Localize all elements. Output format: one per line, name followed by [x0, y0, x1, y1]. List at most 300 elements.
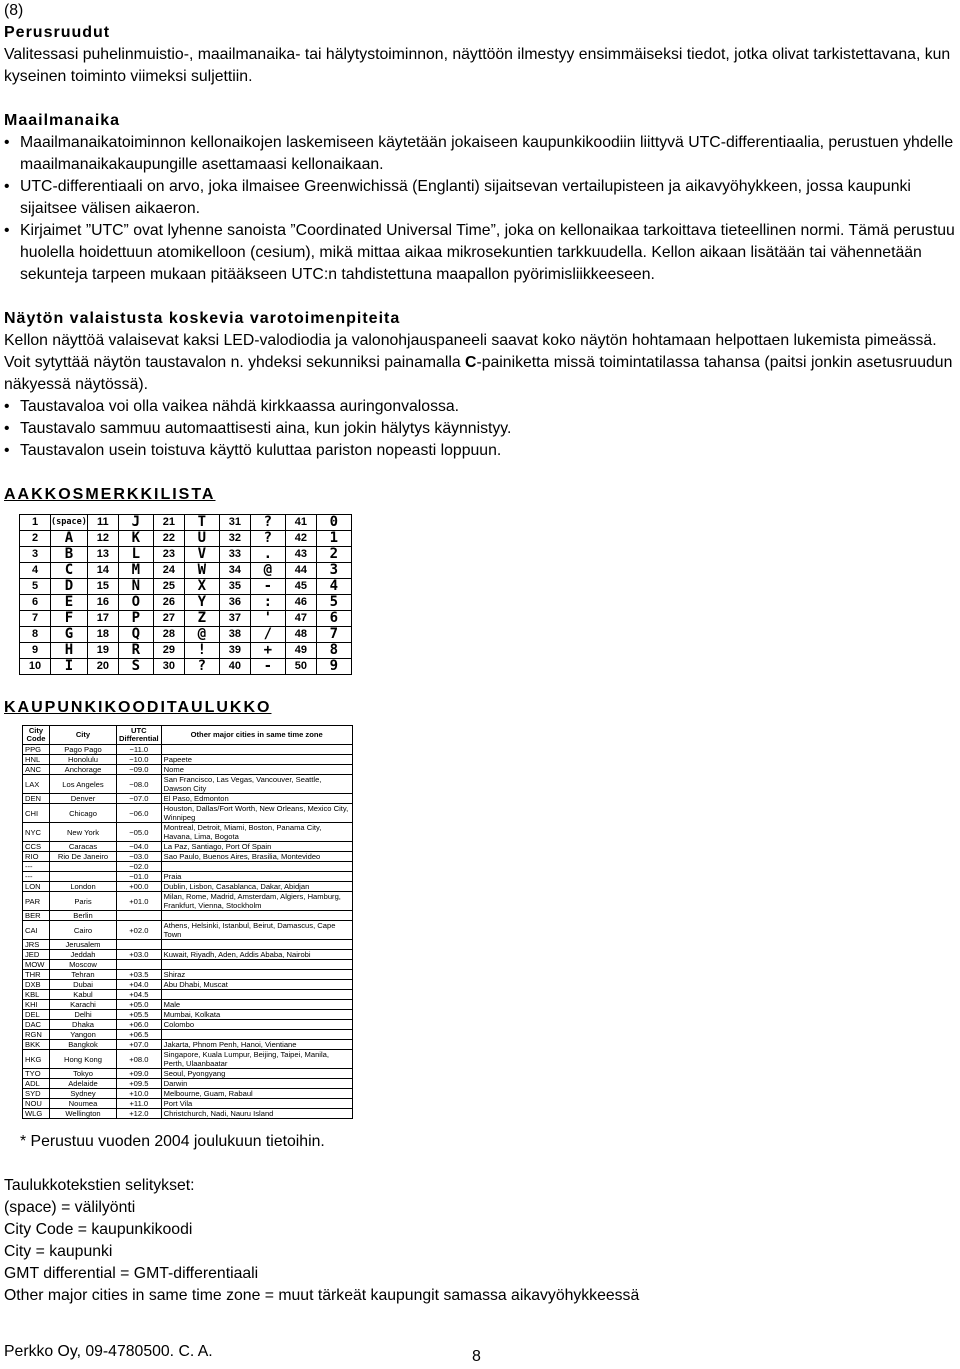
- utc-diff-cell: +09.5: [117, 1079, 162, 1089]
- char-number: 24: [153, 563, 184, 579]
- city-name-cell: Kabul: [50, 990, 117, 1000]
- utc-diff-cell: +00.0: [117, 882, 162, 892]
- table-row: [23, 1079, 353, 1089]
- other-cities-cell: La Paz, Santiago, Port Of Spain: [161, 842, 352, 852]
- char-number: 8: [20, 627, 51, 643]
- col-city-code: City Code: [23, 726, 50, 745]
- city-code-cell: MOW: [23, 960, 50, 970]
- backlight-heading: Näytön valaistusta koskevia varotoimenpiteita: [4, 310, 401, 327]
- city-code-table: [22, 725, 353, 1119]
- char-glyph: O: [118, 595, 153, 611]
- char-glyph: :: [250, 595, 285, 611]
- char-number: 33: [219, 547, 250, 563]
- char-glyph: C: [51, 563, 88, 579]
- city-name-cell: Dhaka: [50, 1020, 117, 1030]
- other-cities-cell: [161, 862, 352, 872]
- table-row: [23, 892, 353, 911]
- other-cities-cell: Houston, Dallas/Fort Worth, New Orleans, Mexico City, Winnipeg: [161, 804, 352, 823]
- city-name-cell: Jerusalem: [50, 940, 117, 950]
- other-cities-cell: Colombo: [161, 1020, 352, 1030]
- char-number: 30: [153, 659, 184, 675]
- char-glyph: A: [51, 531, 88, 547]
- utc-diff-cell: +04.5: [117, 990, 162, 1000]
- city-name-cell: Chicago: [50, 804, 117, 823]
- char-number: 43: [285, 547, 316, 563]
- other-cities-cell: Papeete: [161, 755, 352, 765]
- other-cities-cell: Port Vila: [161, 1099, 352, 1109]
- char-glyph: R: [118, 643, 153, 659]
- utc-diff-cell: +08.0: [117, 1050, 162, 1069]
- table-row: [23, 1069, 353, 1079]
- other-cities-cell: Praia: [161, 872, 352, 882]
- other-cities-cell: Abu Dhabi, Muscat: [161, 980, 352, 990]
- utc-diff-cell: +03.0: [117, 950, 162, 960]
- table-row: [23, 990, 353, 1000]
- world-time-list: [4, 132, 956, 286]
- city-name-cell: Dubai: [50, 980, 117, 990]
- city-code-cell: DAC: [23, 1020, 50, 1030]
- other-cities-cell: Melbourne, Guam, Rabaul: [161, 1089, 352, 1099]
- utc-diff-cell: +01.0: [117, 892, 162, 911]
- char-row: [20, 595, 352, 611]
- world-time-heading: Maailmanaika: [4, 112, 121, 129]
- char-number: 31: [219, 515, 250, 531]
- char-glyph: Y: [184, 595, 219, 611]
- utc-diff-cell: [117, 940, 162, 950]
- char-glyph: 3: [316, 563, 351, 579]
- other-cities-cell: [161, 940, 352, 950]
- table-row: [23, 1010, 353, 1020]
- char-glyph: 0: [316, 515, 351, 531]
- city-code-cell: DEL: [23, 1010, 50, 1020]
- char-glyph: U: [184, 531, 219, 547]
- char-glyph: 8: [316, 643, 351, 659]
- char-number: 35: [219, 579, 250, 595]
- other-cities-cell: Nome: [161, 765, 352, 775]
- char-glyph: -: [250, 579, 285, 595]
- city-code-cell: DXB: [23, 980, 50, 990]
- city-code-cell: ADL: [23, 1079, 50, 1089]
- col-other-cities: Other major cities in same time zone: [161, 726, 352, 745]
- char-glyph: -: [250, 659, 285, 675]
- col-utc-diff: UTC Differential: [117, 726, 162, 745]
- other-cities-cell: Mumbai, Kolkata: [161, 1010, 352, 1020]
- city-name-cell: Berlin: [50, 911, 117, 921]
- city-code-cell: CAI: [23, 921, 50, 940]
- utc-diff-cell: +04.0: [117, 980, 162, 990]
- char-glyph: ?: [184, 659, 219, 675]
- char-glyph: H: [51, 643, 88, 659]
- char-row: [20, 659, 352, 675]
- char-glyph: 1: [316, 531, 351, 547]
- city-name-cell: Tehran: [50, 970, 117, 980]
- city-name-cell: Wellington: [50, 1109, 117, 1119]
- char-glyph: F: [51, 611, 88, 627]
- city-code-cell: BER: [23, 911, 50, 921]
- page-label: (8): [4, 2, 24, 19]
- city-name-cell: Yangon: [50, 1030, 117, 1040]
- utc-diff-cell: +12.0: [117, 1109, 162, 1119]
- other-cities-cell: Male: [161, 1000, 352, 1010]
- char-number: 15: [87, 579, 118, 595]
- table-row: [23, 794, 353, 804]
- backlight-body: [4, 330, 956, 396]
- char-number: 34: [219, 563, 250, 579]
- utc-diff-cell: −05.0: [117, 823, 162, 842]
- char-glyph: J: [118, 515, 153, 531]
- company-footer: Perkko Oy, 09-4780500. C. A.: [4, 1343, 213, 1360]
- other-cities-cell: Athens, Helsinki, Istanbul, Beirut, Damascus, Cape Town: [161, 921, 352, 940]
- col-city: City: [50, 726, 117, 745]
- page-number: 8: [472, 1348, 481, 1365]
- city-name-cell: Adelaide: [50, 1079, 117, 1089]
- city-name-cell: Delhi: [50, 1010, 117, 1020]
- table-row: [23, 970, 353, 980]
- char-glyph: S: [118, 659, 153, 675]
- city-code-cell: ---: [23, 872, 50, 882]
- city-code-cell: CCS: [23, 842, 50, 852]
- city-name-cell: Honolulu: [50, 755, 117, 765]
- char-number: 27: [153, 611, 184, 627]
- char-row: [20, 563, 352, 579]
- table-row: [23, 940, 353, 950]
- table-row: [23, 765, 353, 775]
- utc-diff-cell: −03.0: [117, 852, 162, 862]
- settings-body: Valitessasi puhelinmuistio-, maailmanaika- tai hälytystoiminnon, näyttöön ilmestyy ensimmäiseksi tiedot, jotka olivat tarkistettavana, kun kyseinen toiminto viimeksi suljettiin.: [4, 46, 951, 85]
- char-number: 20: [87, 659, 118, 675]
- table-row: [23, 950, 353, 960]
- city-name-cell: Paris: [50, 892, 117, 911]
- char-number: 42: [285, 531, 316, 547]
- city-code-cell: BKK: [23, 1040, 50, 1050]
- legend-line: City Code = kaupunkikoodi: [4, 1221, 193, 1238]
- city-code-cell: RGN: [23, 1030, 50, 1040]
- table-row: [23, 1109, 353, 1119]
- backlight-body-part1: Kellon näyttöä valaisevat kaksi LED-valodiodia ja valonohjauspaneeli saavat koko näytön hohtamaan helpottaen lukemista pimeässä. Voit sytyttää näytön taustavalon n. yhdeksi sekunniksi painamalla: [4, 332, 937, 371]
- city-table-heading: KAUPUNKIKOODITAULUKKO: [4, 699, 272, 716]
- table-row: [23, 980, 353, 990]
- other-cities-cell: Sao Paulo, Buenos Aires, Brasilia, Montevideo: [161, 852, 352, 862]
- city-name-cell: [50, 862, 117, 872]
- other-cities-cell: Dublin, Lisbon, Casablanca, Dakar, Abidjan: [161, 882, 352, 892]
- char-number: 3: [20, 547, 51, 563]
- char-number: 13: [87, 547, 118, 563]
- city-code-cell: HKG: [23, 1050, 50, 1069]
- other-cities-cell: Christchurch, Nadi, Nauru Island: [161, 1109, 352, 1119]
- char-list-table: [19, 514, 352, 675]
- legend-line: (space) = välilyönti: [4, 1199, 136, 1216]
- char-number: 32: [219, 531, 250, 547]
- table-row: [23, 862, 353, 872]
- char-glyph: N: [118, 579, 153, 595]
- char-glyph: X: [184, 579, 219, 595]
- char-glyph: L: [118, 547, 153, 563]
- char-glyph: T: [184, 515, 219, 531]
- char-number: 6: [20, 595, 51, 611]
- char-list-heading: AAKKOSMERKKILISTA: [4, 486, 216, 503]
- table-row: [23, 882, 353, 892]
- char-glyph: ?: [250, 531, 285, 547]
- backlight-list: [4, 396, 956, 462]
- other-cities-cell: El Paso, Edmonton: [161, 794, 352, 804]
- city-name-cell: Caracas: [50, 842, 117, 852]
- world-time-bullet: • UTC-differentiaali on arvo, joka ilmaisee Greenwichissä (Englanti) sijaitsevan vertailupisteen ja aikavyöhykkeen, jossa kaupunki sijaitsee välisen aikaeron.: [4, 176, 956, 220]
- char-glyph: D: [51, 579, 88, 595]
- table-row: [23, 852, 353, 862]
- char-glyph: I: [51, 659, 88, 675]
- char-glyph: K: [118, 531, 153, 547]
- city-code-cell: THR: [23, 970, 50, 980]
- char-glyph: @: [184, 627, 219, 643]
- city-name-cell: Sydney: [50, 1089, 117, 1099]
- other-cities-cell: Jakarta, Phnom Penh, Hanoi, Vientiane: [161, 1040, 352, 1050]
- char-glyph: W: [184, 563, 219, 579]
- char-number: 11: [87, 515, 118, 531]
- utc-diff-cell: +06.5: [117, 1030, 162, 1040]
- city-code-cell: TYO: [23, 1069, 50, 1079]
- char-glyph: M: [118, 563, 153, 579]
- settings-heading: Perusruudut: [4, 24, 111, 41]
- city-code-cell: CHI: [23, 804, 50, 823]
- utc-diff-cell: −06.0: [117, 804, 162, 823]
- table-row: [23, 755, 353, 765]
- city-name-cell: Tokyo: [50, 1069, 117, 1079]
- char-glyph: Z: [184, 611, 219, 627]
- char-glyph: 4: [316, 579, 351, 595]
- utc-diff-cell: [117, 960, 162, 970]
- other-cities-cell: [161, 1030, 352, 1040]
- backlight-bullet: • Taustavalon usein toistuva käyttö kuluttaa pariston nopeasti loppuun.: [4, 440, 956, 462]
- city-name-cell: Noumea: [50, 1099, 117, 1109]
- legend-title: Taulukkotekstien selitykset:: [4, 1177, 195, 1194]
- other-cities-cell: Darwin: [161, 1079, 352, 1089]
- other-cities-cell: Milan, Rome, Madrid, Amsterdam, Algiers, Hamburg, Frankfurt, Vienna, Stockholm: [161, 892, 352, 911]
- char-glyph: P: [118, 611, 153, 627]
- table-row: [23, 823, 353, 842]
- city-code-cell: KHI: [23, 1000, 50, 1010]
- char-glyph: (space): [51, 515, 88, 531]
- city-code-cell: DEN: [23, 794, 50, 804]
- city-code-cell: JED: [23, 950, 50, 960]
- utc-diff-cell: +10.0: [117, 1089, 162, 1099]
- utc-diff-cell: −07.0: [117, 794, 162, 804]
- city-name-cell: Moscow: [50, 960, 117, 970]
- utc-diff-cell: −02.0: [117, 862, 162, 872]
- char-row: [20, 531, 352, 547]
- char-number: 7: [20, 611, 51, 627]
- other-cities-cell: Singapore, Kuala Lumpur, Beijing, Taipei, Manila, Perth, Ulaanbaatar: [161, 1050, 352, 1069]
- utc-diff-cell: +09.0: [117, 1069, 162, 1079]
- world-time-bullet: • Kirjaimet ”UTC” ovat lyhenne sanoista ”Coordinated Universal Time”, joka on kellonaikaa tarkoittava tieteellinen normi. Tämä perustuu huolella hoidettuun atomikelloon (cesium), mikä mittaa aikaa mikrosekuntien tarkkuudella. Kellon aikaan lisätään tai vähennetään sekunteja tarpeen mukaan pitääkseen UTC:n tahdistettuna maapallon pyörimisliikkeeseen.: [4, 220, 956, 286]
- utc-diff-cell: +02.0: [117, 921, 162, 940]
- other-cities-cell: Seoul, Pyongyang: [161, 1069, 352, 1079]
- utc-diff-cell: +07.0: [117, 1040, 162, 1050]
- table-row: [23, 921, 353, 940]
- char-number: 37: [219, 611, 250, 627]
- city-code-cell: LON: [23, 882, 50, 892]
- char-number: 47: [285, 611, 316, 627]
- char-glyph: ': [250, 611, 285, 627]
- table-row: [23, 1089, 353, 1099]
- city-code-cell: ANC: [23, 765, 50, 775]
- char-glyph: ?: [250, 515, 285, 531]
- city-code-cell: LAX: [23, 775, 50, 794]
- utc-diff-cell: −01.0: [117, 872, 162, 882]
- table-row: [23, 804, 353, 823]
- char-number: 45: [285, 579, 316, 595]
- city-table-footnote: * Perustuu vuoden 2004 joulukuun tietoihin.: [20, 1133, 325, 1150]
- char-glyph: Q: [118, 627, 153, 643]
- table-row: [23, 775, 353, 794]
- document-page: [4, 0, 956, 1363]
- utc-diff-cell: −09.0: [117, 765, 162, 775]
- char-number: 50: [285, 659, 316, 675]
- table-row: [23, 911, 353, 921]
- other-cities-cell: Kuwait, Riyadh, Aden, Addis Ababa, Nairobi: [161, 950, 352, 960]
- char-row: [20, 547, 352, 563]
- city-code-cell: WLG: [23, 1109, 50, 1119]
- city-name-cell: Denver: [50, 794, 117, 804]
- backlight-bullet: • Taustavaloa voi olla vaikea nähdä kirkkaassa auringonvalossa.: [4, 396, 956, 418]
- city-name-cell: [50, 872, 117, 882]
- char-number: 14: [87, 563, 118, 579]
- other-cities-cell: [161, 911, 352, 921]
- char-glyph: V: [184, 547, 219, 563]
- utc-diff-cell: −04.0: [117, 842, 162, 852]
- char-glyph: E: [51, 595, 88, 611]
- char-number: 44: [285, 563, 316, 579]
- char-number: 39: [219, 643, 250, 659]
- city-name-cell: Rio De Janeiro: [50, 852, 117, 862]
- char-row: [20, 643, 352, 659]
- char-row: [20, 611, 352, 627]
- utc-diff-cell: −08.0: [117, 775, 162, 794]
- other-cities-cell: [161, 745, 352, 755]
- utc-diff-cell: +05.5: [117, 1010, 162, 1020]
- city-code-cell: PPG: [23, 745, 50, 755]
- char-glyph: G: [51, 627, 88, 643]
- city-code-cell: NOU: [23, 1099, 50, 1109]
- char-number: 22: [153, 531, 184, 547]
- char-number: 10: [20, 659, 51, 675]
- char-number: 19: [87, 643, 118, 659]
- city-code-cell: NYC: [23, 823, 50, 842]
- char-number: 4: [20, 563, 51, 579]
- legend-line: City = kaupunki: [4, 1243, 113, 1260]
- char-number: 5: [20, 579, 51, 595]
- table-row: [23, 1030, 353, 1040]
- city-name-cell: Pago Pago: [50, 745, 117, 755]
- utc-diff-cell: +06.0: [117, 1020, 162, 1030]
- utc-diff-cell: +03.5: [117, 970, 162, 980]
- city-name-cell: Jeddah: [50, 950, 117, 960]
- char-number: 12: [87, 531, 118, 547]
- char-number: 25: [153, 579, 184, 595]
- city-name-cell: Bangkok: [50, 1040, 117, 1050]
- char-number: 17: [87, 611, 118, 627]
- char-number: 40: [219, 659, 250, 675]
- c-button-key: C: [465, 354, 477, 371]
- char-glyph: 2: [316, 547, 351, 563]
- utc-diff-cell: −11.0: [117, 745, 162, 755]
- char-glyph: B: [51, 547, 88, 563]
- city-name-cell: Hong Kong: [50, 1050, 117, 1069]
- char-glyph: 6: [316, 611, 351, 627]
- char-row: [20, 515, 352, 531]
- table-row: [23, 1000, 353, 1010]
- char-number: 28: [153, 627, 184, 643]
- char-glyph: .: [250, 547, 285, 563]
- char-glyph: +: [250, 643, 285, 659]
- char-glyph: 7: [316, 627, 351, 643]
- char-number: 2: [20, 531, 51, 547]
- table-row: [23, 1020, 353, 1030]
- city-name-cell: Karachi: [50, 1000, 117, 1010]
- table-row: [23, 1099, 353, 1109]
- utc-diff-cell: [117, 911, 162, 921]
- table-row: [23, 842, 353, 852]
- city-name-cell: Los Angeles: [50, 775, 117, 794]
- char-glyph: 5: [316, 595, 351, 611]
- city-name-cell: New York: [50, 823, 117, 842]
- char-glyph: /: [250, 627, 285, 643]
- city-name-cell: London: [50, 882, 117, 892]
- other-cities-cell: [161, 990, 352, 1000]
- other-cities-cell: Shiraz: [161, 970, 352, 980]
- city-code-cell: KBL: [23, 990, 50, 1000]
- char-number: 21: [153, 515, 184, 531]
- char-number: 41: [285, 515, 316, 531]
- char-glyph: !: [184, 643, 219, 659]
- city-name-cell: Cairo: [50, 921, 117, 940]
- char-row: [20, 627, 352, 643]
- char-number: 26: [153, 595, 184, 611]
- char-number: 38: [219, 627, 250, 643]
- backlight-bullet: • Taustavalo sammuu automaattisesti aina, kun jokin hälytys käynnistyy.: [4, 418, 956, 440]
- utc-diff-cell: +05.0: [117, 1000, 162, 1010]
- table-row: [23, 1040, 353, 1050]
- city-code-cell: ---: [23, 862, 50, 872]
- city-name-cell: Anchorage: [50, 765, 117, 775]
- table-row: [23, 745, 353, 755]
- char-number: 48: [285, 627, 316, 643]
- city-code-cell: RIO: [23, 852, 50, 862]
- city-code-cell: HNL: [23, 755, 50, 765]
- utc-diff-cell: −10.0: [117, 755, 162, 765]
- city-code-cell: SYD: [23, 1089, 50, 1099]
- table-row: [23, 1050, 353, 1069]
- char-number: 49: [285, 643, 316, 659]
- backlight-body-part2: -painiketta missä toimintatilassa tahansa (paitsi jonkin asetusruudun näkyessä näytössä).: [4, 354, 953, 393]
- other-cities-cell: [161, 960, 352, 970]
- char-number: 46: [285, 595, 316, 611]
- city-code-cell: PAR: [23, 892, 50, 911]
- char-number: 18: [87, 627, 118, 643]
- legend-line: GMT differential = GMT-differentiaali: [4, 1265, 259, 1282]
- other-cities-cell: San Francisco, Las Vegas, Vancouver, Seattle, Dawson City: [161, 775, 352, 794]
- char-row: [20, 579, 352, 595]
- legend-line: Other major cities in same time zone = muut tärkeät kaupungit samassa aikavyöhykkeessä: [4, 1287, 640, 1304]
- char-number: 1: [20, 515, 51, 531]
- char-number: 9: [20, 643, 51, 659]
- table-row: [23, 872, 353, 882]
- city-code-cell: JRS: [23, 940, 50, 950]
- other-cities-cell: Montreal, Detroit, Miami, Boston, Panama City, Havana, Lima, Bogota: [161, 823, 352, 842]
- char-number: 29: [153, 643, 184, 659]
- char-number: 23: [153, 547, 184, 563]
- utc-diff-cell: +11.0: [117, 1099, 162, 1109]
- char-number: 16: [87, 595, 118, 611]
